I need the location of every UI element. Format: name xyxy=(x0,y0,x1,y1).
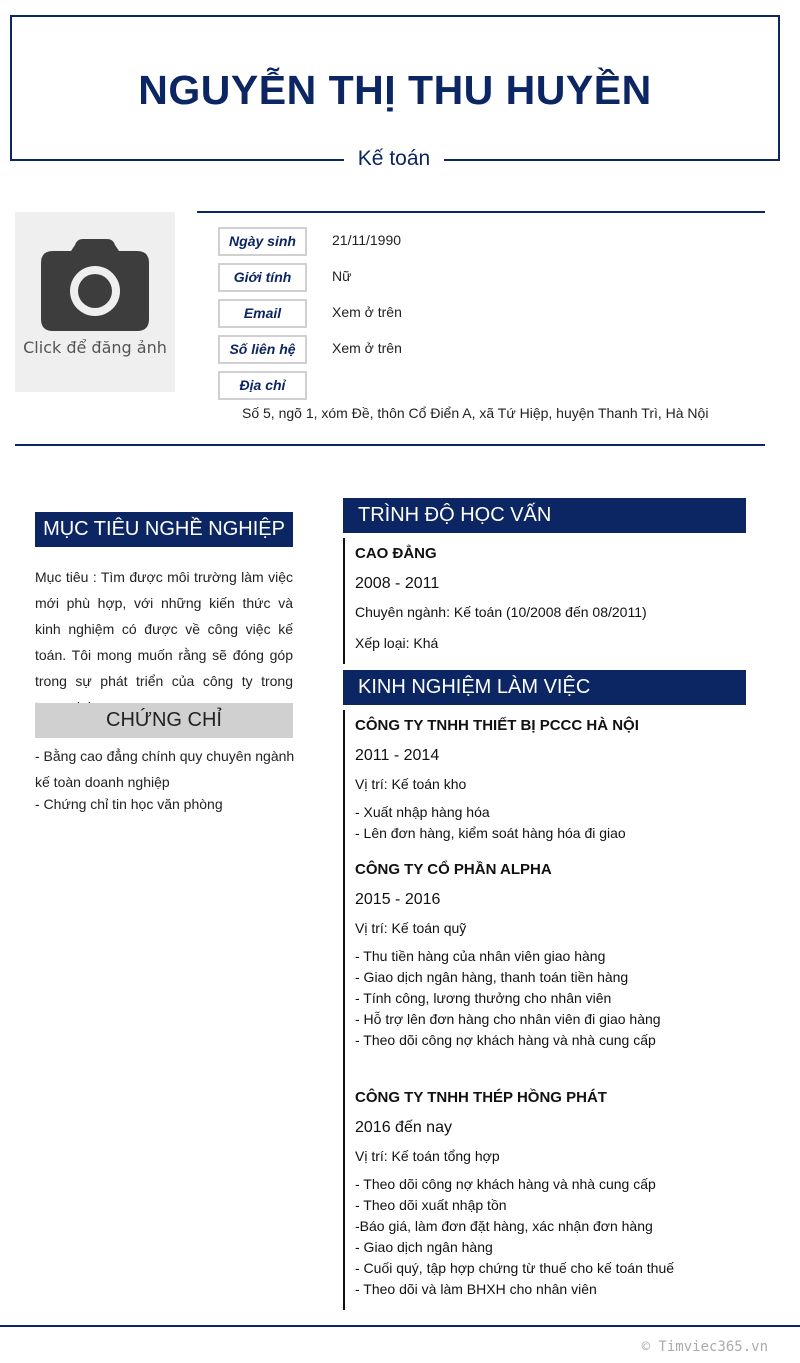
job-duty[interactable]: - Hỗ trợ lên đơn hàng cho nhân viên đi giao hàng xyxy=(355,1011,661,1027)
certificate-item[interactable]: - Chứng chỉ tin học văn phòng xyxy=(35,796,223,812)
phone-label: Số liên hệ xyxy=(218,335,307,364)
job-duty[interactable]: - Lên đơn hàng, kiểm soát hàng hóa đi giao xyxy=(355,825,626,841)
email-value[interactable]: Xem ở trên xyxy=(332,304,402,320)
job-period[interactable]: 2015 - 2016 xyxy=(355,891,441,908)
section-divider xyxy=(15,444,765,446)
objective-text[interactable]: Mục tiêu : Tìm được môi trường làm việc mới phù hợp, với những kiến thức và kinh nghiệm có được về công việc kế toán. Tôi mong muốn rằng sẽ đóng góp trong sự phát triển của công ty trong xyxy=(35,569,293,689)
photo-upload[interactable] xyxy=(15,212,175,392)
certificates-heading: CHỨNG CHỈ xyxy=(35,703,293,738)
experience-bar xyxy=(343,710,345,1310)
address-label: Địa chỉ xyxy=(218,371,307,400)
footer-copyright: © Timviec365.vn xyxy=(641,1339,768,1355)
education-grade[interactable]: Xếp loại: Khá xyxy=(355,635,439,651)
job-duty[interactable]: - Thu tiền hàng của nhân viên giao hàng xyxy=(355,948,606,964)
job-title[interactable]: Kế toán xyxy=(344,142,444,176)
photo-upload-label: Click để đăng ảnh xyxy=(23,338,167,357)
job-company[interactable]: CÔNG TY CỔ PHẦN ALPHA xyxy=(355,861,552,878)
job-duty[interactable]: - Theo dõi công nợ khách hàng và nhà cung cấp xyxy=(355,1176,656,1192)
job-duty[interactable]: - Tính công, lương thưởng cho nhân viên xyxy=(355,990,612,1006)
job-period[interactable]: 2016 đến nay xyxy=(355,1119,452,1136)
education-period[interactable]: 2008 - 2011 xyxy=(355,575,440,592)
job-position[interactable]: Vị trí: Kế toán quỹ xyxy=(355,920,467,936)
job-position[interactable]: Vị trí: Kế toán tổng hợp xyxy=(355,1148,500,1164)
job-company[interactable]: CÔNG TY TNHH THIẾT BỊ PCCC HÀ NỘI xyxy=(355,717,639,734)
education-school[interactable]: CAO ĐẲNG xyxy=(355,545,437,562)
birthday-label: Ngày sinh xyxy=(218,227,307,256)
certificate-item[interactable]: - Bằng cao đẳng chính quy chuyên ngành kế toàn doanh nghiệp xyxy=(35,748,295,790)
address-value[interactable]: Số 5, ngõ 1, xóm Đề, thôn Cổ Điển A, xã Tứ Hiệp, huyện Thanh Trì, Hà Nội xyxy=(242,405,709,421)
job-duty[interactable]: - Theo dõi xuất nhập tồn xyxy=(355,1197,507,1213)
job-duty[interactable]: - Theo dõi công nợ khách hàng và nhà cung cấp xyxy=(355,1032,656,1048)
education-bar xyxy=(343,538,345,664)
education-heading: TRÌNH ĐỘ HỌC VẤN xyxy=(343,498,746,533)
job-duty[interactable]: - Cuối quý, tập hợp chứng từ thuế cho kế toán thuế xyxy=(355,1260,675,1276)
objective-heading: MỤC TIÊU NGHỀ NGHIỆP xyxy=(35,512,293,547)
job-period[interactable]: 2011 - 2014 xyxy=(355,747,440,764)
job-position[interactable]: Vị trí: Kế toán kho xyxy=(355,776,467,792)
job-duty[interactable]: - Theo dõi và làm BHXH cho nhân viên xyxy=(355,1281,597,1297)
info-divider xyxy=(197,211,765,213)
education-major[interactable]: Chuyên ngành: Kế toán (10/2008 đến 08/2011) xyxy=(355,604,647,620)
job-duty[interactable]: - Giao dịch ngân hàng xyxy=(355,1239,493,1255)
candidate-name: NGUYỄN THỊ THU HUYỀN xyxy=(138,67,652,113)
phone-value[interactable]: Xem ở trên xyxy=(332,340,402,356)
email-label: Email xyxy=(218,299,307,328)
job-duty[interactable]: - Giao dịch ngân hàng, thanh toán tiền hàng xyxy=(355,969,629,985)
experience-heading: KINH NGHIỆM LÀM VIỆC xyxy=(343,670,746,705)
birthday-value[interactable]: 21/11/1990 xyxy=(332,232,402,248)
header-box xyxy=(10,15,780,161)
job-duty[interactable]: -Báo giá, làm đơn đặt hàng, xác nhận đơn hàng xyxy=(355,1218,653,1234)
gender-label: Giới tính xyxy=(218,263,307,292)
footer-divider xyxy=(0,1325,800,1327)
job-duty[interactable]: - Xuất nhập hàng hóa xyxy=(355,804,490,820)
camera-icon xyxy=(41,237,149,331)
job-company[interactable]: CÔNG TY TNHH THÉP HỒNG PHÁT xyxy=(355,1089,607,1106)
gender-value[interactable]: Nữ xyxy=(332,268,352,284)
